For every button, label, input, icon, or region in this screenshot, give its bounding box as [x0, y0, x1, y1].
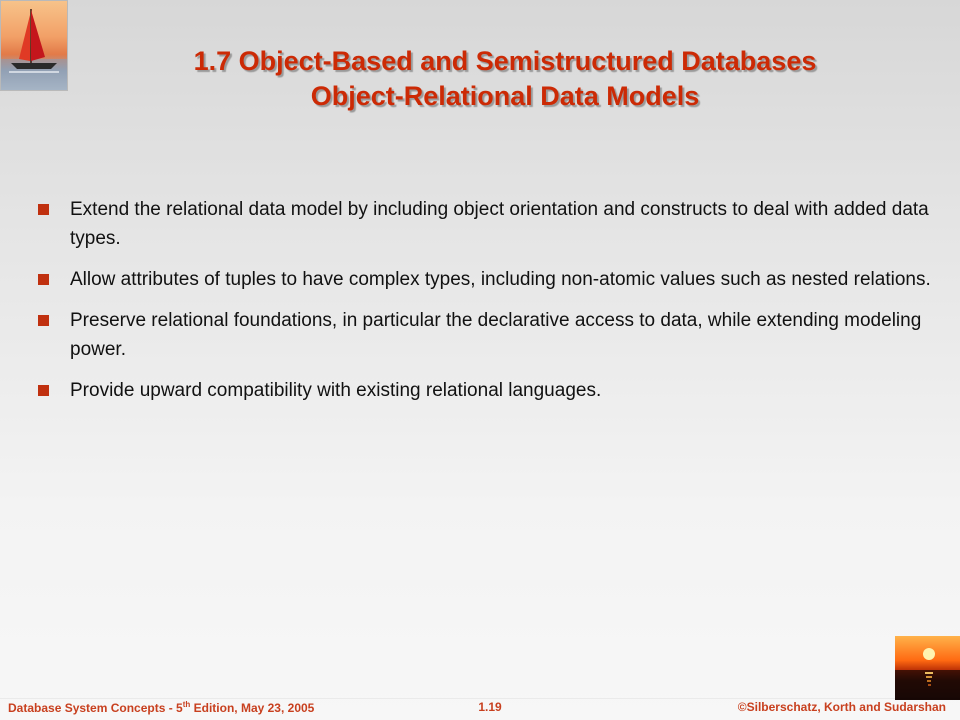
sailboat-icon — [1, 1, 68, 91]
bullet-item — [38, 265, 938, 294]
footer-copyright: ©Silberschatz, Korth and Sudarshan — [737, 700, 946, 714]
square-bullet-icon — [38, 385, 49, 396]
footer-course-suffix: Edition, May 23, 2005 — [190, 701, 315, 715]
bullet-text: Preserve relational foundations, in particular the declarative access to data, while extending modeling power. — [70, 310, 922, 360]
bullet-item — [38, 306, 938, 364]
footer-course-sup: th — [182, 700, 191, 709]
footer-course-prefix: Database System Concepts - 5 — [8, 701, 183, 715]
bullet-item — [38, 195, 938, 253]
square-bullet-icon — [38, 274, 49, 285]
bullet-item — [38, 376, 938, 405]
square-bullet-icon — [38, 204, 49, 215]
sunset-logo-icon — [895, 636, 960, 700]
sailboat-logo-icon — [0, 0, 68, 91]
slide-title — [90, 44, 920, 114]
slide-title-line-1: 1.7 Object-Based and Semistructured Databases — [193, 46, 817, 76]
square-bullet-icon — [38, 315, 49, 326]
slide-title-line-2: Object-Relational Data Models — [310, 81, 700, 111]
bullet-text: Allow attributes of tuples to have complex types, including non-atomic values such as nested relations. — [70, 269, 931, 290]
sunset-icon — [895, 636, 960, 700]
footer-divider — [0, 698, 960, 699]
footer-page-number: 1.19 — [478, 700, 502, 714]
bullet-list — [38, 195, 938, 417]
bullet-text: Provide upward compatibility with existing relational languages. — [70, 380, 602, 401]
bullet-text: Extend the relational data model by including object orientation and constructs to deal with added data types. — [70, 199, 929, 249]
